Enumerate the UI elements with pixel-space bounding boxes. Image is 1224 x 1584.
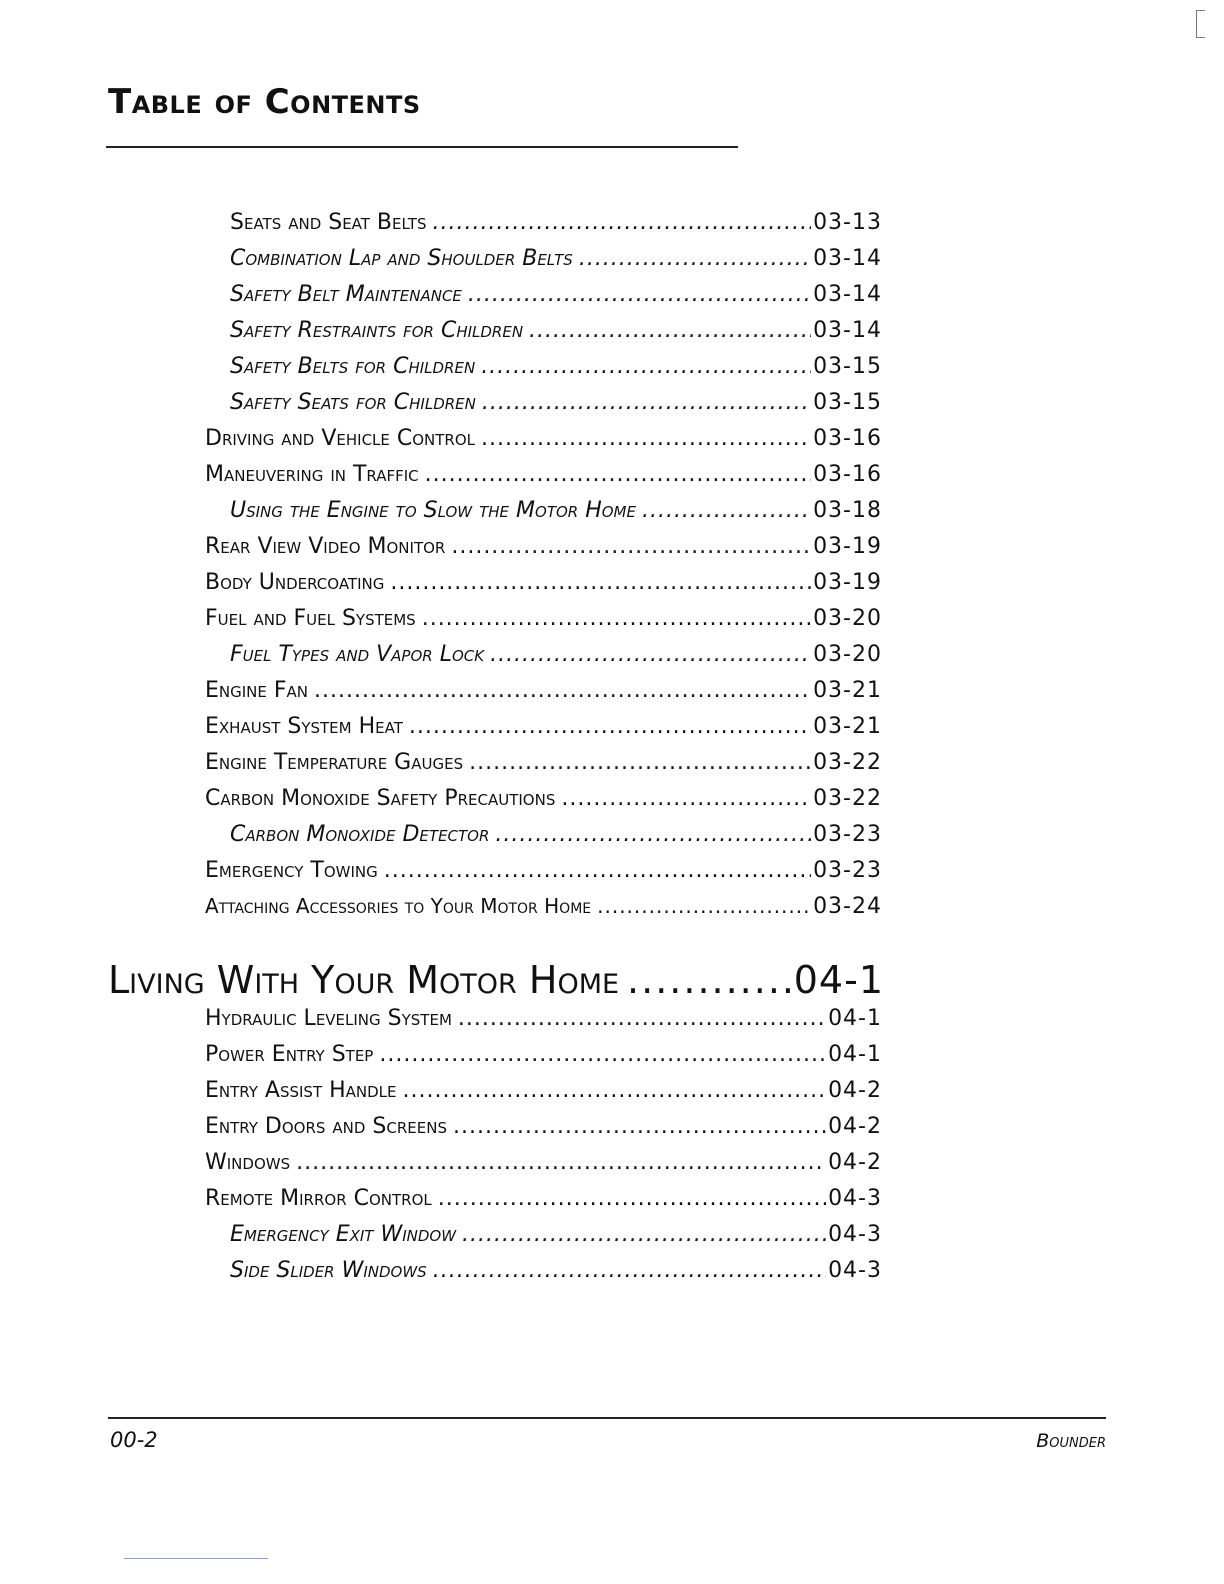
- dot-leader: [314, 678, 811, 703]
- toc-entry-label: Hydraulic Leveling System: [205, 1006, 452, 1031]
- toc-entry[interactable]: [230, 282, 882, 318]
- toc-entry-label: Exhaust System Heat: [205, 714, 403, 739]
- dot-leader: [579, 246, 811, 271]
- toc-entry-page: 03-23: [813, 822, 882, 847]
- toc-entry[interactable]: [230, 354, 882, 390]
- dot-leader: [433, 1258, 826, 1283]
- toc-entry[interactable]: [230, 210, 882, 246]
- toc-entry-page: 03-16: [813, 426, 882, 451]
- brand-name: Bounder: [1036, 1430, 1106, 1452]
- dot-leader: [390, 570, 811, 595]
- dot-leader: [481, 426, 811, 451]
- toc-entry-label: Safety Seats for Children: [230, 390, 476, 415]
- dot-leader: [495, 822, 811, 847]
- toc-entry[interactable]: [205, 426, 882, 462]
- toc-entry-page: 03-23: [813, 858, 882, 883]
- toc-entry-page: 03-19: [813, 534, 882, 559]
- toc-entry[interactable]: [230, 246, 882, 282]
- toc-entry[interactable]: [205, 678, 882, 714]
- toc-entry-page: 03-24: [813, 894, 882, 919]
- toc-entry-page: 03-22: [813, 786, 882, 811]
- toc-entry-page: 03-13: [813, 210, 882, 235]
- toc-entry-label: Combination Lap and Shoulder Belts: [230, 246, 573, 271]
- toc-entry-page: 04-1: [828, 1006, 882, 1031]
- toc-entry[interactable]: [205, 570, 882, 606]
- toc-entry[interactable]: [230, 1258, 882, 1294]
- toc-entry[interactable]: [205, 894, 882, 930]
- dot-leader: [422, 606, 811, 631]
- toc-entry-label: Safety Belts for Children: [230, 354, 476, 379]
- dot-leader: [529, 318, 811, 343]
- section-heading-label: Living With Your Motor Home: [108, 958, 620, 1002]
- toc-entry-label: Using the Engine to Slow the Motor Home: [230, 498, 636, 523]
- toc-entry[interactable]: [230, 318, 882, 354]
- toc-entry-label: Engine Fan: [205, 678, 308, 703]
- title-divider: [106, 146, 738, 148]
- dot-leader: [403, 1078, 827, 1103]
- toc-entry[interactable]: [205, 1078, 882, 1114]
- toc-entry[interactable]: [205, 534, 882, 570]
- toc-entry-page: 04-2: [828, 1114, 882, 1139]
- toc-entry-page: 03-21: [813, 678, 882, 703]
- dot-leader: [462, 1222, 826, 1247]
- toc-entry-label: Carbon Monoxide Safety Precautions: [205, 786, 556, 811]
- dot-leader: [438, 1186, 826, 1211]
- toc-entry[interactable]: [205, 714, 882, 750]
- toc-entry-page: 03-19: [813, 570, 882, 595]
- toc-entry-page: 03-14: [813, 282, 882, 307]
- toc-entry-label: Carbon Monoxide Detector: [230, 822, 490, 847]
- toc-entry-page: 03-20: [813, 606, 882, 631]
- toc-entry-label: Entry Assist Handle: [205, 1078, 397, 1103]
- toc-entry-page: 03-20: [813, 642, 882, 667]
- toc-entry-page: 03-15: [813, 354, 882, 379]
- dot-leader: [642, 498, 811, 523]
- toc-entry-label: Attaching Accessories to Your Motor Home: [205, 894, 592, 918]
- dot-leader: [627, 958, 790, 1002]
- scan-corner-mark: [1196, 10, 1205, 38]
- toc-entry[interactable]: [205, 786, 882, 822]
- dot-leader: [409, 714, 811, 739]
- toc-entry-page: 04-3: [828, 1222, 882, 1247]
- toc-entry-label: Safety Restraints for Children: [230, 318, 524, 343]
- toc-entry[interactable]: [230, 498, 882, 534]
- toc-entry-label: Side Slider Windows: [230, 1258, 427, 1283]
- toc-entry[interactable]: [205, 462, 882, 498]
- toc-entry-page: 04-1: [828, 1042, 882, 1067]
- toc-entry-label: Body Undercoating: [205, 570, 385, 595]
- toc-entry[interactable]: [230, 822, 882, 858]
- toc-entry-page: 04-2: [828, 1150, 882, 1175]
- page-number: 00-2: [110, 1428, 158, 1452]
- toc-entry[interactable]: [205, 1150, 882, 1186]
- dot-leader: [425, 462, 811, 487]
- dot-leader: [490, 642, 811, 667]
- toc-entry-page: 03-15: [813, 390, 882, 415]
- dot-leader: [482, 390, 811, 415]
- toc-entry[interactable]: [230, 390, 882, 426]
- page-title: Table of Contents: [108, 82, 421, 122]
- toc-entry-label: Engine Temperature Gauges: [205, 750, 464, 775]
- dot-leader: [469, 750, 811, 775]
- toc-entry-page: 03-21: [813, 714, 882, 739]
- toc-entry-label: Rear View Video Monitor: [205, 534, 446, 559]
- toc-entry-label: Maneuvering in Traffic: [205, 462, 419, 487]
- dot-leader: [481, 354, 811, 379]
- toc-entry[interactable]: [205, 1114, 882, 1150]
- toc-entry[interactable]: [205, 606, 882, 642]
- toc-entry-page: 03-16: [813, 462, 882, 487]
- scan-edge-mark: [124, 1558, 268, 1559]
- toc-entry-label: Driving and Vehicle Control: [205, 426, 476, 451]
- toc-entry-label: Emergency Towing: [205, 858, 378, 883]
- toc-entry-label: Seats and Seat Belts: [230, 210, 427, 235]
- dot-leader: [432, 210, 811, 235]
- toc-entry-label: Fuel and Fuel Systems: [205, 606, 416, 631]
- toc-entry-page: 03-18: [813, 498, 882, 523]
- dot-leader: [451, 534, 811, 559]
- toc-entry-page: 04-3: [828, 1186, 882, 1211]
- toc-entry-label: Windows: [205, 1150, 291, 1175]
- toc-entry[interactable]: [230, 642, 882, 678]
- toc-entry-page: 03-14: [813, 318, 882, 343]
- toc-entry[interactable]: [205, 1186, 882, 1222]
- toc-entry-page: 04-2: [828, 1078, 882, 1103]
- toc-entry[interactable]: [230, 1222, 882, 1258]
- dot-leader: [453, 1114, 826, 1139]
- toc-entry[interactable]: [205, 750, 882, 786]
- toc-entry-page: 03-22: [813, 750, 882, 775]
- toc-entry-label: Emergency Exit Window: [230, 1222, 457, 1247]
- dot-leader: [296, 1150, 826, 1175]
- dot-leader: [561, 786, 811, 811]
- toc-entry-label: Entry Doors and Screens: [205, 1114, 447, 1139]
- footer-divider: [108, 1417, 1106, 1419]
- toc-entry[interactable]: [205, 1006, 882, 1042]
- dot-leader: [384, 858, 811, 883]
- dot-leader: [458, 1006, 826, 1031]
- toc-entry-label: Safety Belt Maintenance: [230, 282, 462, 307]
- toc-entry-page: 03-14: [813, 246, 882, 271]
- toc-entry[interactable]: [205, 858, 882, 894]
- toc-entry-label: Remote Mirror Control: [205, 1186, 432, 1211]
- toc-entry-label: Power Entry Step: [205, 1042, 374, 1067]
- dot-leader: [379, 1042, 826, 1067]
- toc-entry-label: Fuel Types and Vapor Lock: [230, 642, 485, 667]
- toc-entry-page: 04-3: [828, 1258, 882, 1283]
- toc-entry[interactable]: [205, 1042, 882, 1078]
- dot-leader: [597, 894, 811, 918]
- section-heading-page: 04-1: [793, 958, 884, 1002]
- dot-leader: [468, 282, 811, 307]
